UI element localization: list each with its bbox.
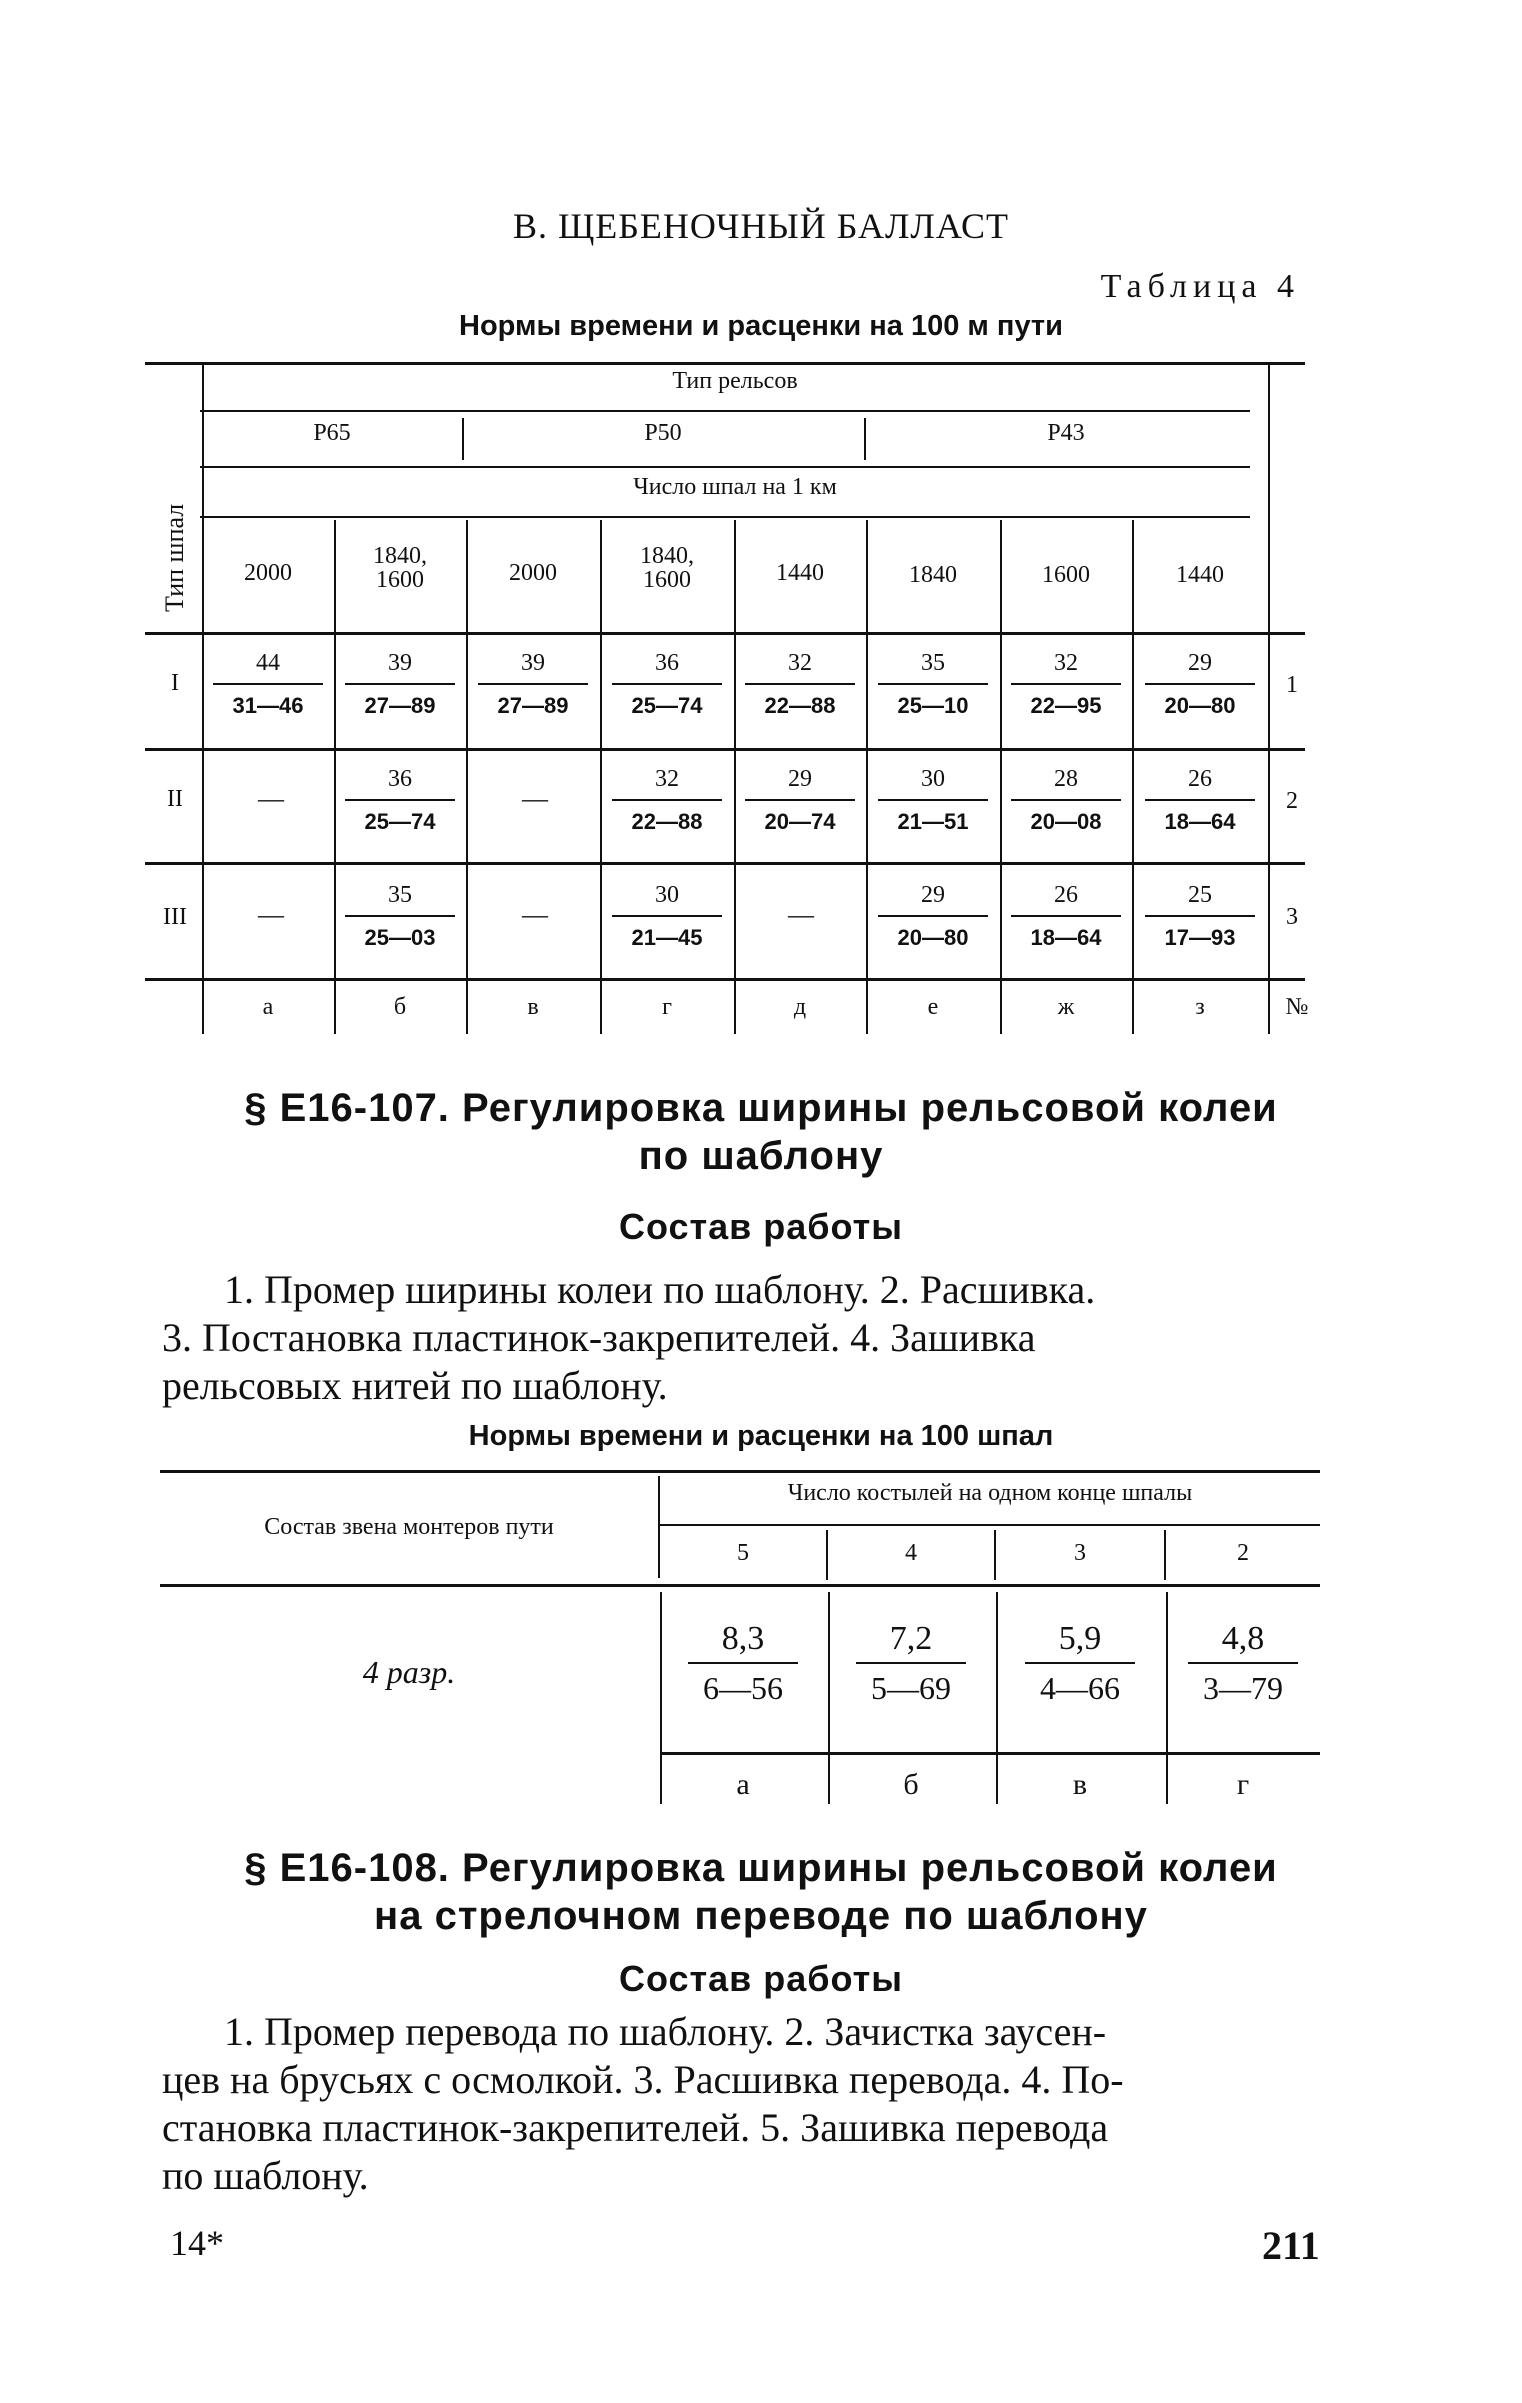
rail-type-p65: Р65 <box>313 420 351 446</box>
norm-price: 20—80 <box>1164 693 1236 718</box>
norm-time: 35 <box>878 650 988 685</box>
norm-cell <box>1145 650 1255 719</box>
norm-price: 18—64 <box>1164 809 1236 834</box>
norm-cell <box>1188 1620 1298 1707</box>
norm-price: 21—45 <box>631 925 703 950</box>
sleeper-count: 2000 <box>244 560 292 586</box>
norm-time: 39 <box>345 650 455 685</box>
column-letter: а <box>736 1768 750 1801</box>
norm-price: 17—93 <box>1164 925 1236 950</box>
norm-cell <box>1011 766 1121 835</box>
vrule <box>202 362 204 1034</box>
empty-dash: — <box>788 900 814 929</box>
sleeper-count: 2000 <box>509 560 557 586</box>
norm-time: 29 <box>878 882 988 917</box>
norm-time: 29 <box>745 766 855 801</box>
table2-caption: Нормы времени и расценки на 100 шпал <box>468 1420 1054 1452</box>
norm-time: 26 <box>1011 882 1121 917</box>
norm-cell <box>1025 1620 1135 1707</box>
rule <box>660 1752 1320 1755</box>
norm-cell <box>612 650 722 719</box>
section108-para-line: 1. Промер перевода по шаблону. 2. Зачистка заусен- <box>224 2009 1107 2054</box>
empty-dash: — <box>522 900 548 929</box>
row-type-label: II <box>167 786 183 812</box>
section108-para-line: цев на брусьях с осмолкой. 3. Расшивка перевода. 4. По- <box>162 2057 1124 2102</box>
row-header: Тип шпал <box>160 503 189 612</box>
section108-work-heading: Состав работы <box>618 1958 904 1999</box>
norm-time: 29 <box>1145 650 1255 685</box>
norm-price: 27—89 <box>497 693 569 718</box>
row-number: 2 <box>1286 788 1298 814</box>
norm-cell <box>878 766 988 835</box>
rule <box>200 466 1250 468</box>
num-label: № <box>1285 994 1309 1020</box>
vrule <box>734 520 736 1034</box>
spike-count: 5 <box>737 1540 749 1566</box>
norm-price: 25—74 <box>631 693 703 718</box>
vrule <box>866 520 868 1034</box>
row-rule <box>145 748 1305 751</box>
norm-time: 32 <box>612 766 722 801</box>
norm-price: 20—08 <box>1030 809 1102 834</box>
norm-price: 31—46 <box>232 693 304 718</box>
table2-top-header: Число костылей на одном конце шпалы <box>787 1480 1193 1506</box>
norm-price: 25—10 <box>897 693 969 718</box>
norm-time: 35 <box>345 882 455 917</box>
empty-dash: — <box>258 900 284 929</box>
norm-time: 4,8 <box>1188 1620 1298 1664</box>
norm-cell <box>878 882 988 951</box>
section107-work-heading: Состав работы <box>618 1206 904 1247</box>
norm-cell <box>612 766 722 835</box>
section108-para-line: становка пластинок-закрепителей. 5. Зашивка перевода <box>162 2105 1109 2150</box>
spike-count: 4 <box>905 1540 917 1566</box>
norm-time: 26 <box>1145 766 1255 801</box>
norm-price: 18—64 <box>1030 925 1102 950</box>
norm-price: 25—74 <box>364 809 436 834</box>
vrule <box>1000 520 1002 1034</box>
norm-time: 32 <box>1011 650 1121 685</box>
vrule <box>334 520 336 1034</box>
norm-time: 39 <box>478 650 588 685</box>
norm-time: 30 <box>878 766 988 801</box>
norm-price: 20—80 <box>897 925 969 950</box>
norm-time: 36 <box>345 766 455 801</box>
empty-dash: — <box>522 784 548 813</box>
norm-price: 22—88 <box>764 693 836 718</box>
section107-para-line: рельсовых нитей по шаблону. <box>162 1363 668 1408</box>
page-number: 211 <box>1262 2223 1320 2268</box>
column-letter: б <box>903 1768 919 1801</box>
column-letter: б <box>393 994 407 1020</box>
norm-time: 30 <box>612 882 722 917</box>
norm-cell <box>612 882 722 951</box>
section107-para-line: 3. Постановка пластинок-закрепителей. 4. Зашивка <box>162 1315 1036 1360</box>
norm-price: 22—95 <box>1030 693 1102 718</box>
section-title: В. ЩЕБЕНОЧНЫЙ БАЛЛАСТ <box>512 206 1010 246</box>
section107-para-line: 1. Промер ширины колеи по шаблону. 2. Расшивка. <box>224 1267 1096 1312</box>
sleeper-count: 1840, 1600 <box>373 543 427 593</box>
vrule <box>466 520 468 1034</box>
sleeper-count: 1840 <box>909 562 957 588</box>
row-type-label: III <box>163 904 187 930</box>
norm-cell <box>345 650 455 719</box>
table2-head-rule <box>160 1584 1320 1587</box>
column-letter: д <box>793 994 807 1020</box>
norm-time: 7,2 <box>856 1620 966 1664</box>
column-letter: г <box>662 994 672 1020</box>
section108-title-2: на стрелочном переводе по шаблону <box>374 1894 1148 1938</box>
norm-cell <box>745 650 855 719</box>
rule <box>660 1524 1320 1526</box>
norm-cell <box>688 1620 798 1707</box>
column-letter: ж <box>1057 994 1075 1020</box>
norm-price: 4—66 <box>1040 1670 1120 1706</box>
norm-time: 8,3 <box>688 1620 798 1664</box>
table1-top-rule <box>145 362 1305 365</box>
section108-title-1: § Е16-108. Регулировка ширины рельсовой колеи <box>244 1846 1278 1890</box>
vrule <box>600 520 602 1034</box>
norm-cell <box>478 650 588 719</box>
row-rule <box>145 862 1305 865</box>
rule <box>200 410 1250 412</box>
table-label: Таблица 4 <box>1100 268 1300 305</box>
sleeper-count: 1440 <box>776 560 824 586</box>
norm-cell <box>1145 766 1255 835</box>
table2-top-rule <box>160 1470 1320 1473</box>
sleepers-header: Число шпал на 1 км <box>633 474 837 500</box>
norm-cell <box>878 650 988 719</box>
norm-price: 3—79 <box>1203 1670 1283 1706</box>
signature-mark: 14* <box>170 2223 224 2263</box>
table1-caption: Нормы времени и расценки на 100 м пути <box>459 310 1063 342</box>
column-letter: е <box>927 994 939 1020</box>
norm-time: 5,9 <box>1025 1620 1135 1664</box>
norm-cell <box>745 766 855 835</box>
norm-price: 20—74 <box>764 809 836 834</box>
column-letter: з <box>1195 994 1205 1020</box>
spike-count: 2 <box>1237 1540 1249 1566</box>
table2-left-header: Состав звена монтеров пути <box>264 1514 554 1540</box>
row-label-grade: 4 разр. <box>362 1654 456 1690</box>
norm-time: 36 <box>612 650 722 685</box>
column-letter: в <box>527 994 539 1020</box>
section108-para-line: по шаблону. <box>162 2153 369 2198</box>
row-number: 3 <box>1286 904 1298 930</box>
norm-cell <box>1011 882 1121 951</box>
norm-time: 25 <box>1145 882 1255 917</box>
norm-cell <box>856 1620 966 1707</box>
vrule <box>1132 520 1134 1034</box>
norm-time: 32 <box>745 650 855 685</box>
table1-head-rule <box>145 632 1305 635</box>
norm-cell <box>213 650 323 719</box>
norm-price: 22—88 <box>631 809 703 834</box>
norm-cell <box>1011 650 1121 719</box>
column-letter: г <box>1236 1768 1250 1801</box>
norm-cell <box>1145 882 1255 951</box>
norm-price: 5—69 <box>871 1670 951 1706</box>
norm-time: 28 <box>1011 766 1121 801</box>
norm-time: 44 <box>213 650 323 685</box>
vrule <box>1268 362 1270 1034</box>
sleeper-count: 1600 <box>1042 562 1090 588</box>
row-number: 1 <box>1286 672 1298 698</box>
sleeper-count: 1840, 1600 <box>640 543 694 593</box>
norm-price: 21—51 <box>897 809 969 834</box>
norm-cell <box>345 766 455 835</box>
row-type-label: I <box>171 670 179 696</box>
row-rule <box>145 978 1305 981</box>
sleeper-count: 1440 <box>1176 562 1224 588</box>
rail-type-header: Тип рельсов <box>672 368 798 394</box>
rule <box>200 516 1250 518</box>
column-letter: в <box>1072 1768 1088 1801</box>
rail-type-p43: Р43 <box>1047 420 1085 446</box>
section107-title-2: по шаблону <box>638 1134 884 1178</box>
norm-cell <box>345 882 455 951</box>
norm-price: 27—89 <box>364 693 436 718</box>
norm-price: 6—56 <box>703 1670 783 1706</box>
norm-price: 25—03 <box>364 925 436 950</box>
section107-title-1: § Е16-107. Регулировка ширины рельсовой колеи <box>244 1086 1278 1130</box>
spike-count: 3 <box>1074 1540 1086 1566</box>
rail-type-p50: Р50 <box>644 420 682 446</box>
column-letter: а <box>262 994 274 1020</box>
empty-dash: — <box>258 784 284 813</box>
